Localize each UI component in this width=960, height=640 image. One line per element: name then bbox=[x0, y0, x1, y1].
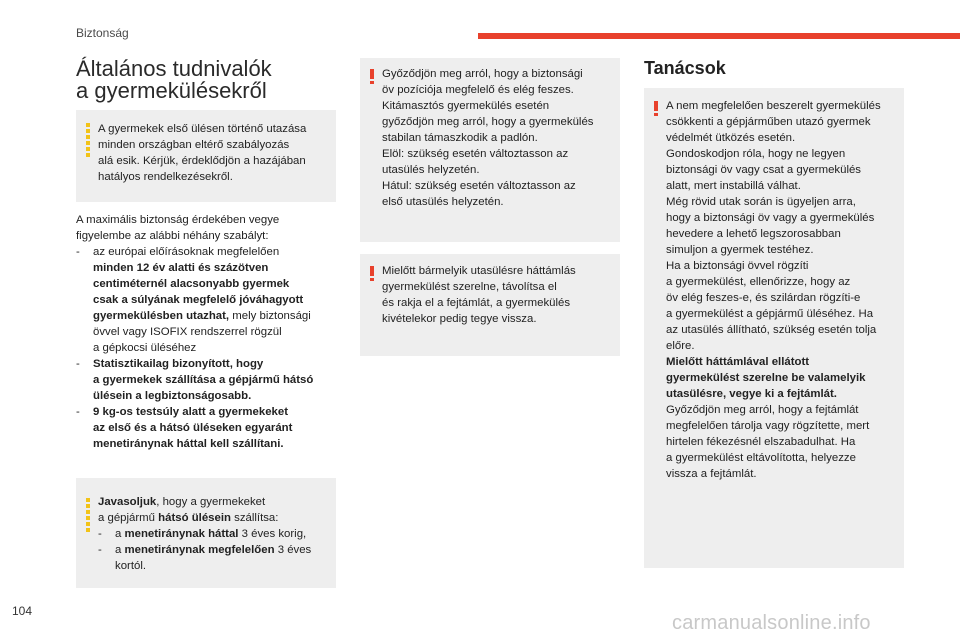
advice-text: , hogy a gyermekeket bbox=[156, 496, 266, 508]
warning-icon bbox=[370, 266, 374, 280]
section-label: Biztonság bbox=[76, 26, 129, 40]
rule-bold: Statisztikailag bizonyított, hogy bbox=[93, 358, 264, 370]
warning-line: Mielőtt bármelyik utasülésre háttámlás bbox=[382, 265, 576, 277]
header-accent-bar bbox=[478, 33, 960, 39]
warning-line: gyermekülést szerelne, távolítsa el bbox=[382, 281, 557, 293]
info-box-advice bbox=[76, 478, 336, 588]
advice-bold: menetiránynak háttal bbox=[124, 528, 239, 540]
safety-rules bbox=[76, 212, 338, 452]
tip-line: A nem megfelelően beszerelt gyermekülés bbox=[666, 100, 881, 112]
rule-text: övvel vagy ISOFIX rendszerrel rögzül bbox=[93, 326, 282, 338]
tip-line: védelmét ütközés esetén. bbox=[666, 132, 796, 144]
intro-line: figyelembe az alábbi néhány szabályt: bbox=[76, 230, 269, 242]
tip-line: Ha a biztonsági övvel rögzíti bbox=[666, 260, 809, 272]
warning-line: Győződjön meg arról, hogy a biztonsági bbox=[382, 68, 583, 80]
bullet-dash: - bbox=[76, 246, 80, 258]
tip-line: a gyermekülést eltávolította, helyezze bbox=[666, 452, 856, 464]
tip-line: előre. bbox=[666, 340, 695, 352]
rule-item-1 bbox=[76, 244, 338, 356]
tips-heading: Tanácsok bbox=[644, 58, 726, 78]
warning-line: utasülés helyzetén. bbox=[382, 164, 480, 176]
info-box-regulations bbox=[76, 110, 336, 202]
bullet-dash: - bbox=[98, 544, 102, 556]
tip-line: a gyermekülést a gépjármű üléséhez. Ha bbox=[666, 308, 874, 320]
tip-line: alatt, mert instabillá válhat. bbox=[666, 180, 801, 192]
title-line-1: Általános tudnivalók bbox=[76, 56, 272, 81]
page-title bbox=[76, 58, 346, 102]
warning-line: és rakja el a fejtámlát, a gyermekülés bbox=[382, 297, 571, 309]
page-number: 104 bbox=[12, 604, 33, 618]
info-icon bbox=[86, 498, 90, 534]
rule-text: a gépkocsi üléséhez bbox=[93, 342, 197, 354]
info-line: alá esik. Kérjük, érdeklődjön a hazájában bbox=[98, 155, 306, 167]
advice-text: a gépjármű bbox=[98, 512, 159, 524]
advice-item-2 bbox=[98, 542, 332, 574]
rule-bold: ülésein a legbiztonságosabb. bbox=[93, 390, 252, 402]
tip-line: hevedere a lehető legszorosabban bbox=[666, 228, 841, 240]
warning-line: Hátul: szükség esetén változtasson az bbox=[382, 180, 576, 192]
warning-line: öv pozíciója megfelelő és elég feszes. bbox=[382, 84, 574, 96]
watermark: carmanualsonline.info bbox=[672, 612, 871, 634]
info-line: hatályos rendelkezésekről. bbox=[98, 171, 233, 183]
warning-box-tips bbox=[644, 88, 904, 568]
bullet-dash: - bbox=[76, 406, 80, 418]
advice-text: a bbox=[115, 544, 125, 556]
bullet-dash: - bbox=[76, 358, 80, 370]
rule-bold: a gyermekek szállítása a gépjármű hátsó bbox=[93, 374, 314, 386]
tip-line: öv elég feszes-e, és szilárdan rögzíti-e bbox=[666, 292, 861, 304]
tip-line: biztonsági öv vagy csat a gyermekülés bbox=[666, 164, 862, 176]
advice-bold: menetiránynak megfelelően bbox=[124, 544, 275, 556]
rule-bold: 9 kg-os testsúly alatt a gyermekeket bbox=[93, 406, 288, 418]
advice-text: 3 éves bbox=[274, 544, 312, 556]
info-line: A gyermekek első ülésen történő utazása bbox=[98, 123, 307, 135]
advice-text: a bbox=[115, 528, 125, 540]
warning-line: győződjön meg arról, hogy a gyermekülés bbox=[382, 116, 594, 128]
rule-bold: centiméternél alacsonyabb gyermek bbox=[93, 278, 290, 290]
rule-bold: csak a súlyának megfelelő jóváhagyott bbox=[93, 294, 304, 306]
intro-line: A maximális biztonság érdekében vegye bbox=[76, 214, 280, 226]
warning-box-headrest bbox=[360, 254, 620, 356]
tip-line: Még rövid utak során is ügyeljen arra, bbox=[666, 196, 856, 208]
rule-text: mely biztonsági bbox=[229, 310, 311, 322]
tip-bold-line: utasülésre, vegye ki a fejtámlát. bbox=[666, 388, 837, 400]
warning-line: kivételekor pedig tegye vissza. bbox=[382, 313, 537, 325]
title-line-2: a gyermekülésekről bbox=[76, 78, 267, 103]
tip-bold-line: gyermekülést szerelne be valamelyik bbox=[666, 372, 866, 384]
advice-item-1 bbox=[98, 526, 332, 542]
tip-line: vissza a fejtámlát. bbox=[666, 468, 757, 480]
rule-bold: gyermekülésben utazhat, bbox=[93, 310, 230, 322]
warning-line: Kitámasztós gyermekülés esetén bbox=[382, 100, 550, 112]
tip-bold-line: Mielőtt háttámlával ellátott bbox=[666, 356, 810, 368]
tip-line: Gondoskodjon róla, hogy ne legyen bbox=[666, 148, 846, 160]
warning-box-seatbelt bbox=[360, 58, 620, 242]
tip-line: megfelelően tárolja vagy rögzítette, mert bbox=[666, 420, 870, 432]
tip-line: Győződjön meg arról, hogy a fejtámlát bbox=[666, 404, 859, 416]
rule-bold: minden 12 év alatti és százötven bbox=[93, 262, 269, 274]
warning-line: stabilan támaszkodik a padlón. bbox=[382, 132, 538, 144]
advice-bold: Javasoljuk bbox=[98, 496, 157, 508]
rule-bold: menetiránynak háttal kell szállítani. bbox=[93, 438, 284, 450]
tip-line: az utasülés állítható, szükség esetén tolja bbox=[666, 324, 877, 336]
warning-line: első utasülés helyzetén. bbox=[382, 196, 504, 208]
info-line: minden országban eltérő szabályozás bbox=[98, 139, 290, 151]
tip-line: simuljon a gyermek testéhez. bbox=[666, 244, 814, 256]
tip-line: a gyermekülést, ellenőrizze, hogy az bbox=[666, 276, 851, 288]
rule-text: az európai előírásoknak megfelelően bbox=[93, 246, 280, 258]
rule-bold: az első és a hátsó üléseken egyaránt bbox=[93, 422, 293, 434]
rule-item-3 bbox=[76, 404, 338, 452]
warning-icon bbox=[370, 69, 374, 83]
warning-line: Elöl: szükség esetén változtasson az bbox=[382, 148, 569, 160]
tip-line: hogy a biztonsági öv vagy a gyermekülés bbox=[666, 212, 875, 224]
rule-item-2 bbox=[76, 356, 338, 404]
advice-bold: hátsó ülésein bbox=[158, 512, 231, 524]
advice-text: szállítsa: bbox=[230, 512, 279, 524]
warning-icon bbox=[654, 101, 658, 115]
info-icon bbox=[86, 123, 90, 159]
bullet-dash: - bbox=[98, 528, 102, 540]
advice-text: kortól. bbox=[115, 560, 147, 572]
advice-text: 3 éves korig, bbox=[238, 528, 307, 540]
tip-line: csökkenti a gépjárműben utazó gyermek bbox=[666, 116, 871, 128]
tip-line: hirtelen fékezésnél elszabadulhat. Ha bbox=[666, 436, 856, 448]
